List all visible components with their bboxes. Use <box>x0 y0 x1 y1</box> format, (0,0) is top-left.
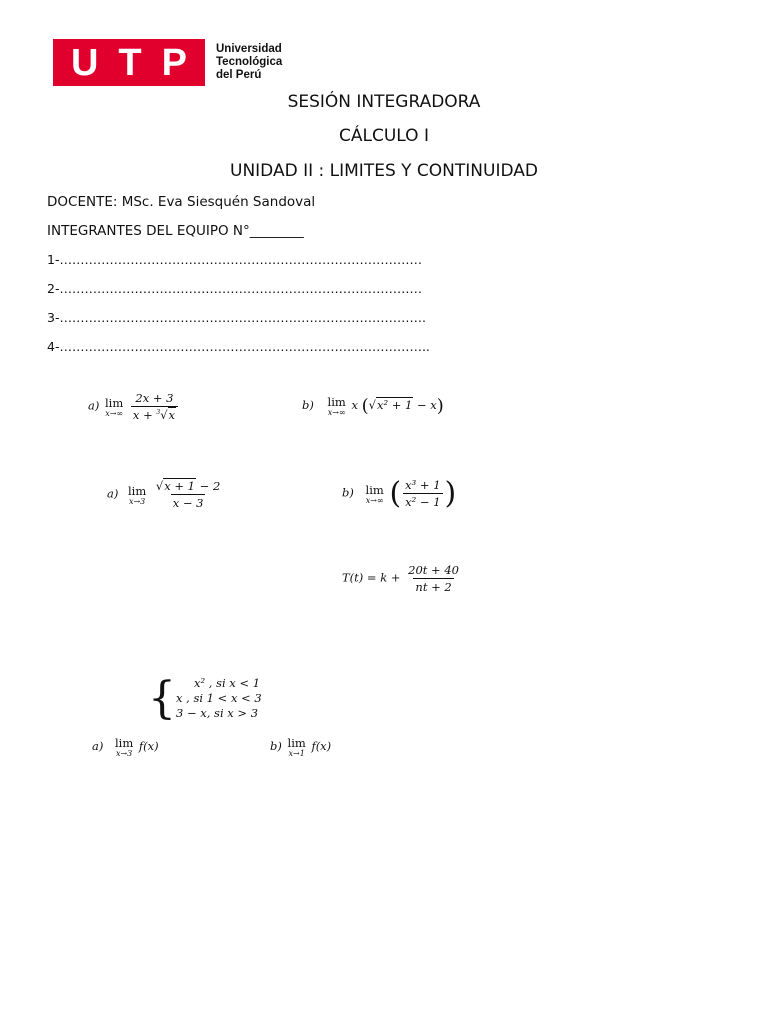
member-line-2: 2-…………………………………………………………………………… <box>47 281 422 296</box>
docente-line: DOCENTE: MSc. Eva Siesquén Sandoval <box>47 194 316 210</box>
function-expr: f(x) <box>311 739 332 753</box>
paren-open-icon: ( <box>361 395 369 417</box>
problem-3-fraction <box>406 563 461 594</box>
piecewise-cases <box>176 676 262 721</box>
problem-2a <box>107 479 224 510</box>
numerator: x³ + 1 <box>405 478 441 492</box>
piecewise-function <box>148 672 262 724</box>
lim-word: lim <box>365 482 384 497</box>
den-prefix: x + <box>132 408 157 422</box>
problem-1a-limit <box>105 396 123 418</box>
sqrt-icon: √ <box>155 479 164 493</box>
sqrt-icon: √ <box>368 398 376 412</box>
problem-3 <box>342 563 463 594</box>
integrantes-line: INTEGRANTES DEL EQUIPO N°________ <box>47 223 304 239</box>
denominator: nt + 2 <box>415 580 452 594</box>
numerator <box>154 479 222 494</box>
utp-logo <box>53 39 205 86</box>
logo-line-1: Universidad <box>216 43 282 55</box>
problem-4b-limit <box>288 736 306 758</box>
minus-x: − x <box>413 398 437 412</box>
problem-4b <box>270 736 331 758</box>
logo-line-3: del Perú <box>216 69 262 81</box>
problem-1a <box>88 391 180 422</box>
lim-subscript: x→∞ <box>105 408 124 418</box>
lim-word: lim <box>128 483 147 498</box>
lim-subscript: x→∞ <box>365 495 384 505</box>
problem-2b <box>342 476 456 511</box>
course-title: CÁLCULO I <box>339 126 429 146</box>
problem-2b-limit <box>366 483 384 505</box>
logo-letter-u: U <box>70 41 99 84</box>
member-line-1: 1-…………………………………………………………………………… <box>47 252 422 267</box>
problem-1b-label: b) <box>302 398 314 412</box>
page-title: SESIÓN INTEGRADORA <box>287 92 481 112</box>
case-2: x , si 1 < x < 3 <box>176 691 262 705</box>
problem-1a-fraction <box>131 391 178 422</box>
lim-subscript: x→∞ <box>327 408 346 417</box>
logo-letter-t: T <box>118 41 142 84</box>
function-expr: f(x) <box>138 739 159 753</box>
lim-word: lim <box>287 736 306 750</box>
problem-4a <box>92 736 159 758</box>
problem-2b-fraction <box>403 478 442 509</box>
paren-open-icon: ( <box>389 476 402 511</box>
logo-text <box>216 43 282 82</box>
lim-word: lim <box>327 395 346 409</box>
member-line-4: 4-…………………………………………………………………………….. <box>47 339 430 354</box>
paren-close-icon: ) <box>436 395 444 417</box>
denominator <box>131 406 178 422</box>
logo-line-2: Tecnológica <box>216 56 283 68</box>
member-line-3: 3-……………………………………………………………………………. <box>47 310 426 325</box>
problem-2a-label: a) <box>107 486 119 501</box>
logo-letter-p: P <box>161 41 187 84</box>
problem-4a-limit <box>115 736 133 758</box>
problem-2a-limit <box>128 484 146 506</box>
lim-subscript: x→1 <box>288 749 305 758</box>
unit-title: UNIDAD II : LIMITES Y CONTINUIDAD <box>230 161 538 181</box>
problem-2a-fraction <box>154 479 222 510</box>
problem-1b <box>302 395 444 417</box>
equation-lhs: T(t) = k + <box>342 570 405 585</box>
numerator: 2x + 3 <box>135 391 174 405</box>
radicand: x + 1 <box>164 479 195 493</box>
lim-word: lim <box>115 736 134 750</box>
problem-4a-label: a) <box>92 739 104 753</box>
minus-two: − 2 <box>196 479 221 493</box>
problem-1a-label: a) <box>88 398 100 413</box>
numerator: 20t + 40 <box>408 563 459 577</box>
radicand: x <box>168 408 176 422</box>
sqrt-icon: √ <box>160 408 168 422</box>
lim-subscript: x→3 <box>115 749 133 758</box>
lim-word: lim <box>105 395 124 410</box>
case-1: x² , si x < 1 <box>194 676 261 690</box>
paren-close-icon: ) <box>444 476 457 511</box>
lim-subscript: x→3 <box>128 496 146 506</box>
denominator: x − 3 <box>172 496 204 510</box>
case-3: 3 − x, si x > 3 <box>176 706 259 720</box>
problem-1b-limit <box>328 395 346 417</box>
denominator: x² − 1 <box>405 495 441 509</box>
root-index: 3 <box>156 409 161 417</box>
problem-2b-label: b) <box>342 485 354 500</box>
problem-4b-label: b) <box>270 739 282 753</box>
radicand: x² + 1 <box>376 398 413 412</box>
brace-icon: { <box>148 672 176 724</box>
factor-x: x <box>351 398 358 412</box>
